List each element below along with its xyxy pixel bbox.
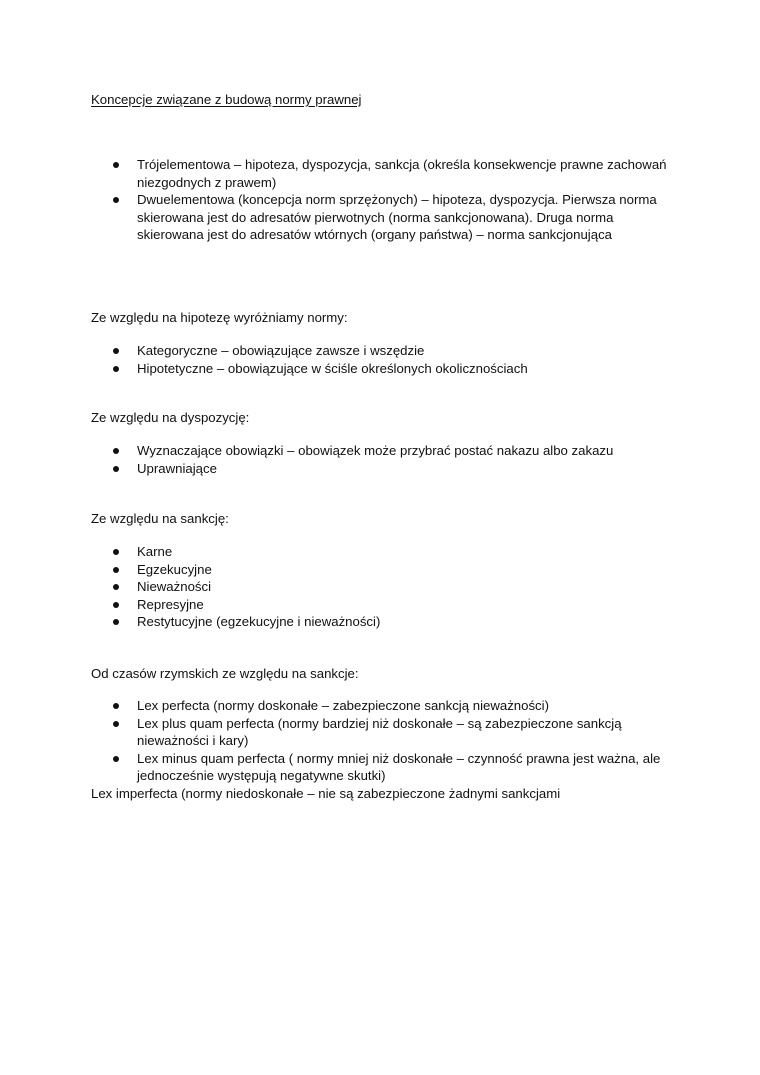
list-item (0, 613, 677, 631)
list-item-text: Hipotetyczne – obowiązujące w ściśle określonych okolicznościach (137, 360, 528, 376)
disposition-list (0, 442, 677, 477)
hypothesis-list (0, 342, 677, 377)
bullet-icon (113, 197, 119, 203)
list-item-text: Egzekucyjne (137, 561, 212, 577)
bullet-icon (113, 549, 119, 555)
list-item (0, 191, 677, 244)
hypothesis-heading: Ze względu na hipotezę wyróżniamy normy: (91, 310, 348, 325)
lex-imperfecta-line: Lex imperfecta (normy niedoskonałe – nie są zabezpieczone żadnymi sankcjami (91, 786, 561, 801)
bullet-icon (113, 348, 119, 354)
list-item-text: Dwuelementowa (koncepcja norm sprzężonych) – hipoteza, dyspozycja. Pierwsza norma skierowana jest do adresatów pierwotnych (norma sankcjonowana). Druga norma skierowana jest do adresatów wtórnych (organy państwa) – norma sankcjonująca (137, 192, 657, 243)
list-item-text: Karne (137, 544, 173, 559)
bullet-icon (113, 448, 119, 454)
list-item-text: Trójelementowa – hipoteza, dyspozycja, sankcja (określa konsekwencje prawne zachowań niezgodnych z prawem) (137, 157, 667, 190)
structure-concepts-list (0, 156, 677, 244)
list-item-text: Nieważności (137, 579, 212, 595)
list-item (0, 750, 677, 785)
list-item (0, 342, 677, 360)
document-title: Koncepcje związane z budową normy prawnej (91, 92, 362, 107)
list-item-text: Restytucyjne (egzekucyjne i nieważności) (137, 614, 381, 630)
sanction-heading: Ze względu na sankcję: (91, 511, 229, 526)
list-item-text: Lex perfecta (normy doskonałe – zabezpieczone sankcją nieważności) (137, 698, 549, 713)
disposition-heading: Ze względu na dyspozycję: (91, 410, 250, 425)
sanction-list (0, 543, 677, 631)
bullet-icon (113, 619, 119, 625)
list-item (0, 156, 677, 191)
bullet-icon (113, 567, 119, 573)
list-item-text: Uprawniające (137, 460, 217, 476)
list-item-text: Lex plus quam perfecta (normy bardziej niż doskonałe – są zabezpieczone sankcją nieważności i kary) (137, 715, 622, 749)
list-item-text: Represyjne (137, 596, 204, 612)
roman-sanctions-heading: Od czasów rzymskich ze względu na sankcje: (91, 666, 359, 681)
bullet-icon (113, 721, 119, 727)
list-item (0, 442, 677, 460)
bullet-icon (113, 366, 119, 372)
list-item (0, 596, 677, 614)
list-item (0, 460, 677, 478)
bullet-icon (113, 602, 119, 608)
list-item-text: Lex minus quam perfecta ( normy mniej niż doskonałe – czynność prawna jest ważna, ale jednocześnie występują negatywne skutki) (137, 750, 661, 784)
list-item (0, 578, 677, 596)
bullet-icon (113, 162, 119, 168)
list-item-text: Wyznaczające obowiązki – obowiązek może przybrać postać nakazu albo zakazu (137, 443, 614, 458)
list-item (0, 715, 677, 750)
bullet-icon (113, 584, 119, 590)
bullet-icon (113, 703, 119, 709)
list-item (0, 697, 677, 715)
bullet-icon (113, 756, 119, 762)
list-item (0, 561, 677, 579)
list-item (0, 360, 677, 378)
bullet-icon (113, 466, 119, 472)
list-item-text: Kategoryczne – obowiązujące zawsze i wszędzie (137, 343, 425, 358)
roman-sanctions-list (0, 697, 677, 785)
list-item (0, 543, 677, 561)
